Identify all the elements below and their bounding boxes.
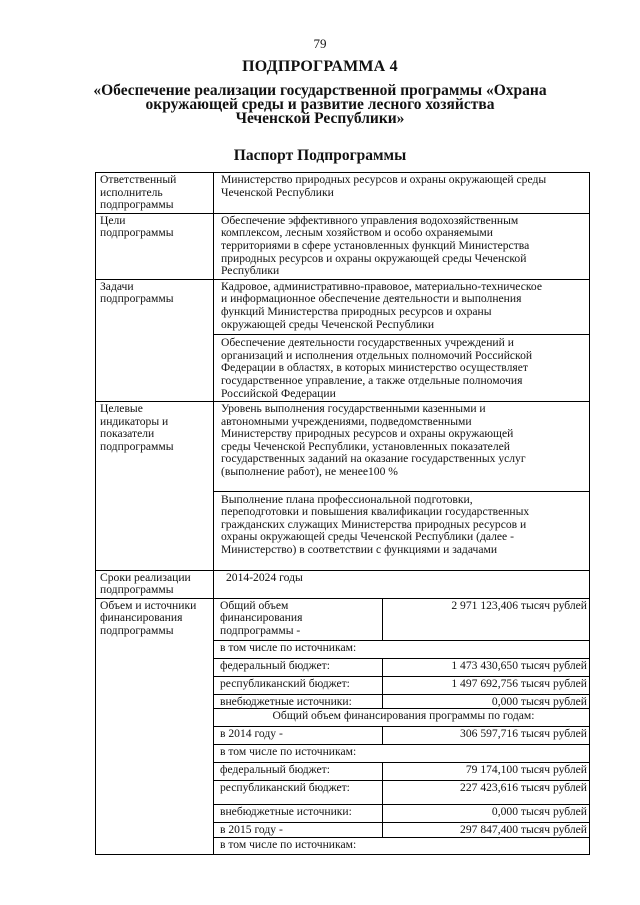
label-line: Объем и источники bbox=[100, 598, 197, 612]
label-line: подпрограммы bbox=[100, 292, 174, 306]
subtitle-line: «Обеспечение реализации государственной программы «Охрана bbox=[93, 82, 547, 99]
value-line: функций Министерства природных ресурсов и охраны bbox=[221, 304, 492, 318]
value-line: гражданских служащих Министерства природных ресурсов и bbox=[221, 517, 527, 531]
label-line: индикаторы и bbox=[100, 414, 169, 428]
label-line: финансирования bbox=[220, 611, 303, 625]
subtitle-line: Чеченской Республики» bbox=[235, 110, 405, 127]
label-line: Сроки реализации bbox=[100, 570, 191, 584]
financing-label: федеральный бюджет: bbox=[214, 658, 383, 676]
financing-amount: 0,000 тысяч рублей bbox=[383, 805, 590, 823]
value-line: Министерству природных ресурсов и охраны окружающей bbox=[221, 427, 514, 441]
label-line: подпрограммы bbox=[100, 226, 174, 240]
table-row bbox=[214, 781, 589, 805]
value-line: Министерство природных ресурсов и охраны окружающей среды bbox=[221, 173, 547, 186]
financing-table bbox=[214, 599, 589, 855]
label-line: Цели bbox=[100, 213, 126, 227]
value-line: Уровень выполнения государственными казенными и bbox=[221, 402, 486, 416]
value-line: Федерации в областях, в которых министерство осуществляет bbox=[221, 361, 528, 375]
financing-label: республиканский бюджет: bbox=[214, 676, 383, 694]
label-line: подпрограммы bbox=[100, 624, 174, 637]
row-value bbox=[214, 402, 590, 571]
table-row bbox=[214, 599, 589, 641]
table-row bbox=[214, 838, 589, 855]
financing-amount: 79 174,100 тысяч рублей bbox=[383, 763, 590, 781]
subtitle-line: окружающей среды и развитие лесного хозяйства bbox=[145, 96, 495, 113]
value-line: государственных заданий на оказание государственных услуг bbox=[221, 452, 526, 466]
table-row bbox=[96, 213, 590, 279]
row-value: 2014-2024 годы bbox=[214, 570, 590, 598]
value-line: Республики bbox=[221, 264, 280, 278]
financing-label: в 2014 году - bbox=[214, 727, 383, 745]
value-line: Российской Федерации bbox=[221, 386, 336, 400]
value-line: (выполнение работ), не менее100 % bbox=[221, 465, 398, 479]
row-label bbox=[96, 173, 214, 214]
financing-amount: 2 971 123,406 тысяч рублей bbox=[383, 599, 590, 641]
financing-amount: 227 423,616 тысяч рублей bbox=[383, 781, 590, 805]
financing-label: республиканский бюджет: bbox=[214, 781, 383, 805]
row-label bbox=[96, 279, 214, 401]
table-row bbox=[214, 823, 589, 838]
financing-label: федеральный бюджет: bbox=[214, 763, 383, 781]
financing-note: в том числе по источникам: bbox=[214, 640, 589, 658]
subprogram-subtitle bbox=[0, 84, 640, 126]
table-row bbox=[96, 402, 590, 571]
value-line: переподготовки и повышения квалификации государственных bbox=[221, 505, 530, 519]
passport-table bbox=[95, 172, 590, 855]
label-line: подпрограммы bbox=[100, 583, 174, 597]
table-row bbox=[214, 763, 589, 781]
label-line: финансирования bbox=[100, 611, 183, 625]
table-row bbox=[214, 640, 589, 658]
value-line: Обеспечение эффективного управления водохозяйственным bbox=[221, 213, 519, 227]
financing-amount: 1 473 430,650 тысяч рублей bbox=[383, 658, 590, 676]
indicator-item bbox=[214, 403, 589, 492]
row-value bbox=[214, 213, 590, 279]
financing-label: внебюджетные источники: bbox=[214, 805, 383, 823]
value-line: среды Чеченской Республики, установленных показателей bbox=[221, 439, 510, 453]
table-row bbox=[214, 694, 589, 709]
indicator-item bbox=[221, 492, 585, 569]
label-line: подпрограммы bbox=[100, 439, 174, 453]
financing-amount: 0,000 тысяч рублей bbox=[383, 694, 590, 709]
label-line: Задачи bbox=[100, 279, 134, 293]
value-line: Обеспечение деятельности государственных учреждений и bbox=[221, 336, 514, 350]
label-line: подпрограммы bbox=[100, 198, 174, 212]
value-line: организаций и исполнения отдельных полномочий Российской bbox=[221, 348, 533, 362]
financing-label: внебюджетные источники: bbox=[214, 694, 383, 709]
page-number: 79 bbox=[313, 36, 327, 51]
value-line: Выполнение плана профессиональной подготовки, bbox=[221, 492, 473, 506]
row-value bbox=[214, 279, 590, 401]
table-row bbox=[214, 658, 589, 676]
row-label bbox=[96, 213, 214, 279]
value-line: природных ресурсов и охраны окружающей среды Чеченской bbox=[221, 251, 527, 265]
label-line: подпрограммы - bbox=[220, 624, 301, 637]
table-row bbox=[96, 173, 590, 214]
financing-amount: 297 847,400 тысяч рублей bbox=[383, 823, 590, 838]
value-line: Чеченской Республики bbox=[221, 185, 334, 199]
value-line: окружающей среды Чеченской Республики bbox=[221, 317, 435, 331]
row-label bbox=[96, 570, 214, 598]
value-line: автономными учреждениями, подведомственными bbox=[221, 414, 472, 428]
value-line: охраны окружающей среды Чеченской Республики (далее - bbox=[221, 530, 514, 544]
table-row bbox=[96, 279, 590, 401]
label-line: исполнитель bbox=[100, 185, 163, 199]
value-line: территориями в сфере установленных функций Министерства bbox=[221, 238, 530, 252]
task-item bbox=[221, 335, 585, 400]
value-line: Кадровое, административно-правовое, материально-техническое bbox=[221, 279, 543, 293]
row-label bbox=[96, 402, 214, 571]
table-row bbox=[96, 570, 590, 598]
row-value bbox=[214, 173, 590, 214]
financing-label: в 2015 году - bbox=[214, 823, 383, 838]
financing-note: Общий объем финансирования программы по годам: bbox=[214, 709, 589, 727]
label-line: Целевые bbox=[100, 402, 143, 416]
passport-title: Паспорт Подпрограммы bbox=[233, 147, 407, 164]
value-line: государственное управление, а также отдельные полномочия bbox=[221, 373, 523, 387]
label-line: Ответственный bbox=[100, 173, 177, 186]
row-label bbox=[96, 598, 214, 855]
financing-cell bbox=[214, 598, 590, 855]
value-line: комплексом, лесным хозяйством и особо охраняемыми bbox=[221, 226, 493, 240]
table-row bbox=[214, 676, 589, 694]
label-line: Общий объем bbox=[220, 598, 289, 612]
financing-amount: 306 597,716 тысяч рублей bbox=[383, 727, 590, 745]
subprogram-title: ПОДПРОГРАММА 4 bbox=[242, 58, 398, 75]
label-line: показатели bbox=[100, 427, 155, 441]
table-row bbox=[214, 745, 589, 763]
value-line: и информационное обеспечение деятельности и выполнения bbox=[221, 292, 522, 306]
table-row bbox=[96, 598, 590, 855]
financing-note: в том числе по источникам: bbox=[214, 745, 589, 763]
financing-note: в том числе по источникам: bbox=[220, 838, 357, 852]
table-row bbox=[214, 709, 589, 727]
task-item bbox=[214, 281, 589, 335]
table-row bbox=[214, 727, 589, 745]
value-line: Министерство) в соответствии с функциями и задачами bbox=[221, 543, 498, 557]
financing-amount: 1 497 692,756 тысяч рублей bbox=[383, 676, 590, 694]
financing-label bbox=[214, 599, 383, 641]
table-row bbox=[214, 805, 589, 823]
